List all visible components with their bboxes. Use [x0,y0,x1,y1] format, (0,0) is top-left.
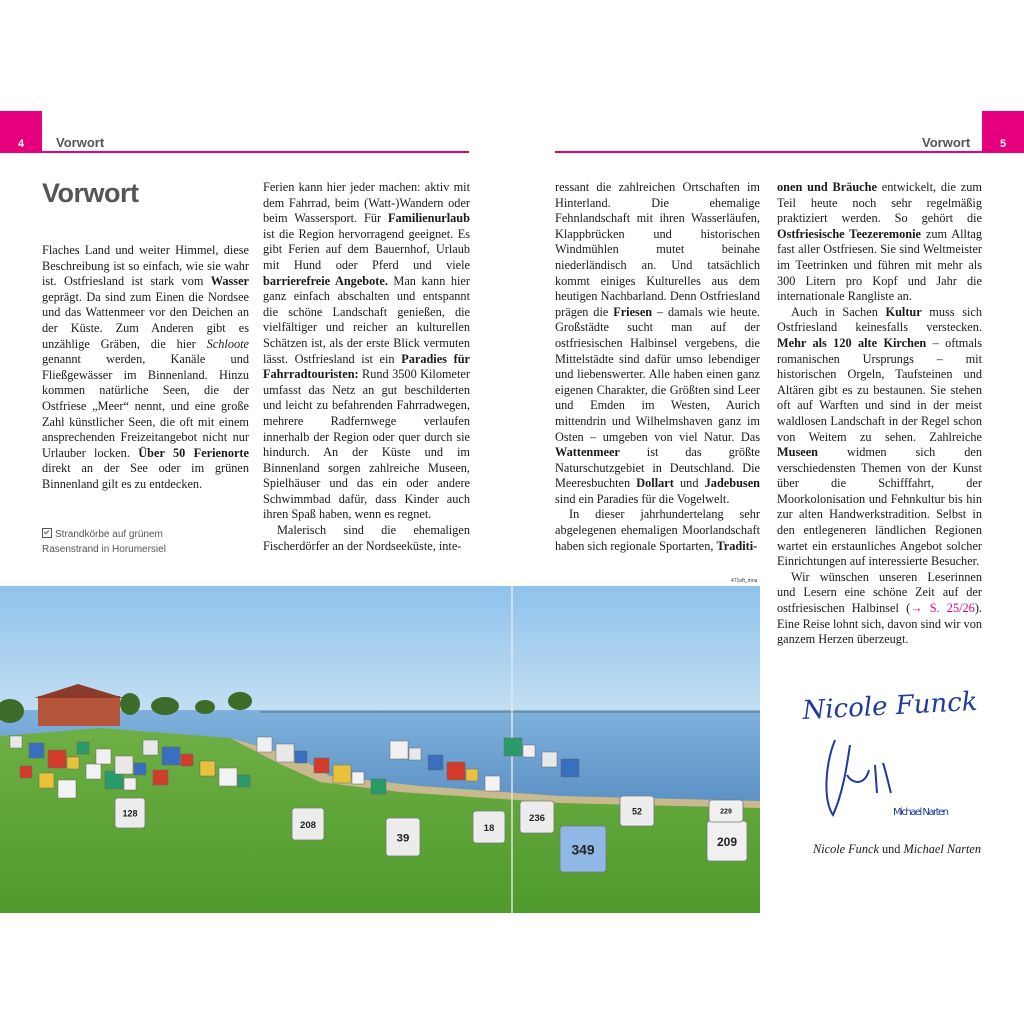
beach-chair [200,761,215,776]
page-title: Vorwort [42,178,139,208]
paragraph: Wir wünschen unseren Leserinnen und Lesern eine schöne Zeit auf der ostfriesischen Halbinsel (→ S. 25/26). Eine Reise lohnt sich, davon sind wir von ganzem Herzen überzeugt. [777,569,982,647]
right-header-rule [555,151,982,153]
beach-chair-number: 236 [528,812,546,824]
beach-chair [390,741,408,759]
beach-chair [96,749,111,764]
beach-chair [162,747,180,765]
photo-caption-text: Strandkörbe auf grünem Rasenstrand in Horumersiel [42,529,166,555]
beach-chair [219,768,237,786]
signature-nicole: Nicole Funck [801,686,979,726]
beach-chair [124,778,136,790]
beach-chair [257,737,272,752]
beach-photo [0,586,760,913]
photo-sky [0,586,760,711]
beach-chair [39,773,54,788]
beach-chair [485,776,500,791]
text-column-4 [777,180,982,648]
paragraph: Ferien kann hier jeder machen: aktiv mit dem Fahrrad, beim (Watt-)Wandern oder beim Wassersport. Für Familienurlaub ist die Region hervorragend geeignet. Es gibt Ferien auf dem Bauernhof, Urlaub mit Hund oder Pferd und viele barrierefreie Angebote. Man kann hier ganz einfach abschalten und entspannt die schöne Landschaft genießen, die vielfältiger und reicher an kulturellen Schätzen ist, als der erste Blick vermuten lässt. Ostfriesland ist ein Paradies für Fahrradtouristen: Rund 3500 Kilometer umfasst das Netz an gut beschilderten und leicht zu befahrenden Fahrradwegen, mehrere Radfernwege verlaufen innerhalb der Region oder quer durch sie hindurch. An der Küste und im Binnenland sorgen zahlreiche Museen, Spielhäuser und das ein oder andere Schwimmbad dafür, dass Kinder auch ihren Spaß haben, wenn es regnet. [263,180,470,522]
text-column-1 [42,243,249,493]
beach-chair [466,769,478,781]
beach-chair [48,750,66,768]
beach-chair [86,764,101,779]
handwritten-signatures [795,675,985,835]
left-running-head: Vorwort [56,135,105,150]
beach-chair-number: 209 [716,834,738,849]
beach-chair-number: 128 [122,808,138,819]
photo-code: 471oft_mna [731,578,758,584]
paragraph: Auch in Sachen Kultur muss sich Ostfriesland keinesfalls verstecken. Mehr als 120 alte Kirchen – oftmals romanischen Ursprungs – mit historischen Orgeln, Taufsteinen und Altären gibt es zu bestaunen. Sie stehen oft auf Warften und sind in der meist waldlosen Landschaft in der Regel schon von Weitem zu sehen. Zahlreiche Museen widmen sich den verschiedensten Themen von der Kunst über die Schifffahrt, der Moorkolonisation und Fehnkultur bis hin zur alten Handwerkstradition. Selbst in den entlegeneren ländlichen Regionen wartet ein erstaunliches Angebot solcher Einrichtungen auf interessierte Besucher. [777,304,982,569]
left-page-number-tab [0,111,42,153]
beach-chair [295,751,307,763]
caption-arrow-icon [42,528,52,538]
photo-house [38,696,120,726]
paragraph: ressant die zahlreichen Ortschaften im Hinterland. Die ehemalige Fehnlandschaft mit ihren Wasserläufen, Klappbrücken und historischen Windmühlen mutet beinahe niederländisch an. Und tatsächlich kommt einiges Kulturelles aus dem heutigen Nachbarland. Denn Ostfriesland prägen die Friesen – damals wie heute. Großstädte sucht man auf der ostfriesischen Halbinsel vergebens, die Mittelstädte sind dafür umso lebendiger und liebenswerter. Alle haben einen ganz eigenen Charakter, die Größten sind Leer und Emden im Westen, Aurich mittendrin und Wilhelmshaven ganz im Osten – umgeben von viel Natur. Das Wattenmeer ist das größte Naturschutzgebiet in Deutschland. Die Meeresbuchten Dollart und Jadebusen sind ein Paradies für die Vogelwelt. [555,180,760,506]
beach-chair [58,780,76,798]
beach-chair [504,738,522,756]
signature-name-2: Michael Narten [903,842,982,856]
beach-chair [181,754,193,766]
beach-chair [77,742,89,754]
beach-chair [371,779,386,794]
beach-chair-number: 229 [720,808,732,816]
beach-chair [428,755,443,770]
beach-chair [143,740,158,755]
signature-michael-mark [826,740,891,815]
beach-chair [134,763,146,775]
left-header-rule [42,151,469,153]
beach-chair-number: 52 [631,806,643,817]
page-reference-link[interactable]: → S. 25/26 [910,601,975,616]
right-page-number-tab [982,111,1024,153]
paragraph: Flaches Land und weiter Himmel, diese Beschreibung ist so einfach, wie sie wahr ist. Ostfriesland ist stark vom Wasser geprägt. Da sind zum Einen die Nordsee und das Wattenmeer vor den Deichen an der Küste. Zum Anderen gibt es unzählige Gräben, die hier Schloote genannt werden, Kanäle und Fließgewässer im Binnenland. Hinzu kommen natürliche Seen, die der Ostfriese „Meer“ nennt, und eine große Zahl künstlicher Seen, die oft mit einem ansprechenden Freizeitangebot nicht nur Urlauber locken. Über 50 Ferienorte direkt an der See oder im grünen Binnenland gilt es zu entdecken. [42,243,249,491]
beach-chair [276,744,294,762]
paragraph: Malerisch sind die ehemaligen Fischerdörfer an der Nordseeküste, inte- [263,523,470,553]
beach-chair-number: 18 [483,822,495,834]
beach-chair [153,770,168,785]
right-page-number: 5 [999,138,1007,150]
beach-chair-number: 349 [571,842,595,858]
signature-name-1: Nicole Funck [813,842,879,856]
right-running-head: Vorwort [922,135,971,150]
beach-chair-number: 39 [396,832,410,845]
beach-chair [352,772,364,784]
beach-chair-number: 208 [299,819,317,831]
signature-narten: Michael Narten [893,807,949,818]
left-page-number: 4 [17,138,25,150]
beach-chair [10,736,22,748]
beach-chair [115,756,133,774]
photo-caption [42,527,222,557]
beach-chair [67,757,79,769]
text-column-3 [555,180,760,554]
beach-chair [238,775,250,787]
beach-chair [333,765,351,783]
paragraph: onen und Bräuche entwickelt, die zum Teil heute noch sehr regelmäßig praktiziert werden. So gehört die Ostfriesische Teezeremonie zum Alltag fast aller Ostfriesen. Sie sind Weltmeister im Teetrinken und führen mit mehr als 300 Litern pro Kopf und Jahr die internationale Rangliste an. [777,180,982,304]
text-column-2 [263,180,470,554]
beach-chair [542,752,557,767]
beach-chair [447,762,465,780]
beach-chair [523,745,535,757]
beach-chair [314,758,329,773]
paragraph: In dieser jahrhundertelang sehr abgelegenen ehemaligen Moorlandschaft haben sich regionale Sportarten, Traditi- [555,507,760,553]
beach-chair [29,743,44,758]
signature-und: und [881,842,901,856]
beach-chair [409,748,421,760]
signature-names [813,842,981,857]
beach-chair [20,766,32,778]
beach-chair [561,759,579,777]
